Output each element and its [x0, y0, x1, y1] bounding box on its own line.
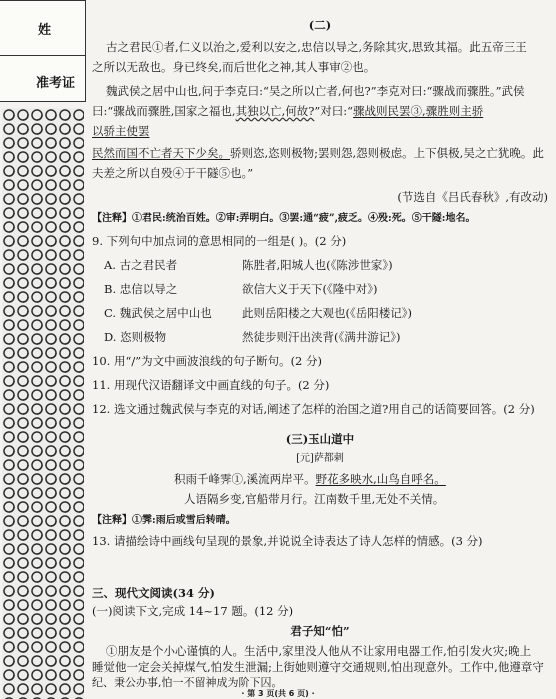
underlined-sentence: 以骄主使罢: [92, 124, 150, 138]
question-13: 13. 请描绘诗中画线句呈现的景象,并说说全诗表达了诗人怎样的情感。(3 分): [92, 534, 483, 548]
underlined-poem-line: 野花多映水,山鸟自呼名。: [315, 472, 446, 486]
option-left: C. 魏武侯之居中山也: [104, 306, 212, 320]
passage-line: [92, 104, 483, 118]
option-d-right: 然徒步则汗出浃背(《满井游记》): [242, 330, 401, 344]
option-left: A. 古之君民者: [104, 258, 178, 272]
passage-line: 魏武侯之居中山也,问于李克曰:“吴之所以亡者,何也?”李克对曰:“骤战而骤胜。”武侯: [106, 84, 525, 98]
page-content: [92, 0, 548, 699]
poem-title: (三)玉山道中: [285, 432, 355, 446]
passage-line: 古之君民①者,仁义以治之,爱利以安之,忠信以导之,务除其灾,思致其福。此五帝三王: [106, 40, 527, 54]
part3-subtitle: (一)阅读下文,完成 14~17 题。(12 分): [92, 604, 294, 618]
essay-title: 君子知“怕”: [290, 624, 350, 638]
passage-line: [92, 146, 544, 160]
option-left: B. 忠信以导之: [104, 282, 178, 296]
exam-number-box: [0, 56, 86, 102]
part3-title: 三、现代文阅读(34 分): [92, 586, 215, 600]
essay-line: 睡觉他一定会关掉煤气,怕发生泄漏;上街她则遵守交通规则,怕出现意外。工作中,他遵章守: [92, 660, 544, 674]
option-a-right: 陈胜者,阳城人也(《陈涉世家》): [242, 258, 393, 272]
wavy-sentence: 其独以亡,何故?: [235, 104, 315, 118]
text-span: 积雨千峰霁①,溪流两岸平。: [174, 472, 316, 486]
underlined-sentence: 骤战则民罢③,骤胜则主骄: [353, 104, 484, 118]
poem-line: 人语隔乡变,官船带月行。江南数千里,无处不关情。: [184, 492, 445, 506]
option-c: [104, 306, 212, 320]
poem-line: [174, 472, 446, 486]
question-9: 9. 下列句中加点词的意思相同的一组是( )。(2 分): [92, 234, 347, 248]
underlined-sentence: 民然而国不亡者天下少矣。: [92, 146, 230, 160]
poem-note: 【注释】①霁:雨后或雪后转晴。: [92, 515, 236, 526]
name-label: 姓: [38, 23, 52, 38]
essay-line: 纪、秉公办事,怕一不留神成为阶下囚。: [92, 676, 283, 689]
question-10: 10. 用“/”为文中画波浪线的句子断句。(2 分): [92, 354, 323, 368]
option-left: D. 恣则极物: [104, 330, 167, 344]
page-footer: · 第 3 页(共 6 页) ·: [241, 689, 315, 698]
text-span: 曰:“骤战而骤胜,国家之福也,: [92, 104, 236, 118]
option-b-right: 欲信大义于天下(《隆中对》): [242, 282, 378, 296]
exam-number-label: 准考证: [36, 76, 76, 91]
exam-sidebar: [0, 0, 86, 699]
essay-line: ①朋友是个小心谨慎的人。生活中,家里没人他从不让家用电器工作,怕引发火灾;晚上: [106, 644, 532, 658]
name-box: [0, 0, 86, 56]
decorative-pattern: [2, 108, 84, 699]
option-d: [104, 330, 166, 344]
text-span: 骄则恣,恣则极物;罢则怨,怨则极虑。上下俱极,吴之亡犹晚。此: [230, 146, 544, 160]
option-c-right: 此则岳阳楼之大观也(《岳阳楼记》): [242, 306, 412, 320]
passage-line: 夫差之所以自殁④于干隧⑤也。”: [92, 166, 254, 180]
option-b: [104, 282, 177, 296]
section2-header: (二): [308, 18, 332, 32]
source-line: (节选自《吕氏春秋》,有改动): [397, 190, 548, 204]
passage-line: 之所以无敌也。身已终矣,而后世化之神,其人事审②也。: [92, 60, 376, 74]
question-11: 11. 用现代汉语翻译文中画直线的句子。(2 分): [92, 378, 330, 392]
note-line: 【注释】①君民:统治百姓。②审:弄明白。③罢:通“疲”,疲乏。④殁:死。⑤干隧:地名。: [92, 213, 476, 224]
text-span: ”对曰:“: [314, 104, 354, 118]
poem-author: [元]萨都剌: [296, 453, 344, 464]
passage-line: [92, 124, 150, 138]
question-12: 12. 选文通过魏武侯与李克的对话,阐述了怎样的治国之道?用自己的话简要回答。(2 分): [92, 402, 535, 416]
option-a: [104, 258, 177, 272]
